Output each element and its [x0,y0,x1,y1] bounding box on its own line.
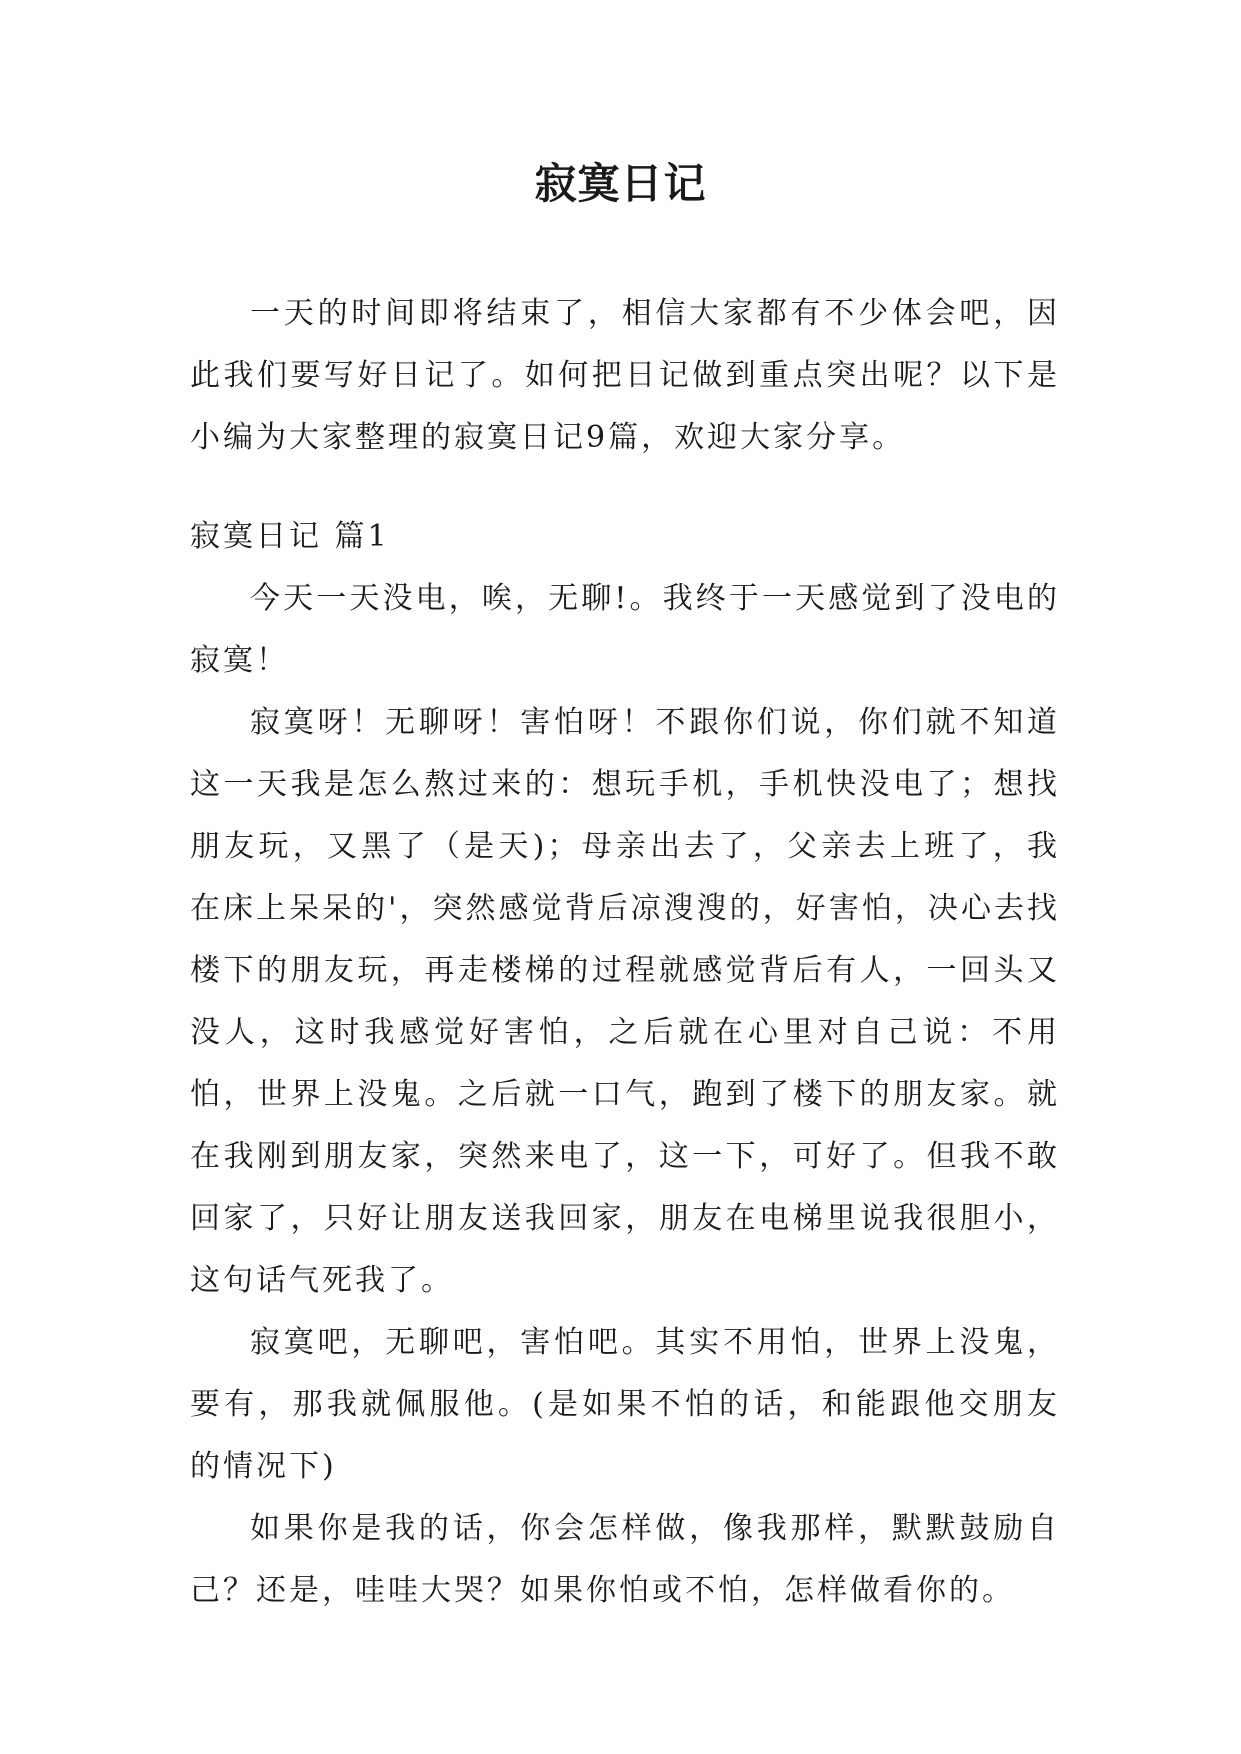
paragraph-3: 寂寞吧，无聊吧，害怕吧。其实不用怕，世界上没鬼，要有，那我就佩服他。(是如果不怕的话，和能跟他交朋友的情况下) [190,1325,1060,1484]
section-heading: 寂寞日记 篇1 [190,519,390,554]
document-title: 寂寞日记 [534,159,707,208]
paragraph-1: 今天一天没电，唉，无聊!。我终于一天感觉到了没电的寂寞！ [190,581,1060,678]
paragraph-4: 如果你是我的话，你会怎样做，像我那样，默默鼓励自己？还是，哇哇大哭？如果你怕或不怕，怎样做看你的。 [190,1511,1060,1608]
paragraph-2: 寂寞呀！无聊呀！害怕呀！不跟你们说，你们就不知道这一天我是怎么熬过来的：想玩手机，手机快没电了；想找朋友玩，又黑了（是天)；母亲出去了，父亲去上班了，我在床上呆呆的'，突然感觉背后凉溲溲的，好害怕，决心去找楼下的朋友玩，再走楼梯的过程就感觉背后有人，一回头又没人，这时我感觉好害怕，之后就在心里对自己说：不用怕，世界上没鬼。之后就一口气，跑到了楼下的朋友家。就在我刚到朋友家，突然来电了，这一下，可好了。但我不敢回家了，只好让朋友送我回家，朋友在电梯里说我很胆小，这句话气死我了。 [190,705,1060,1298]
document-body [190,283,1060,1622]
intro-paragraph: 一天的时间即将结束了，相信大家都有不少体会吧，因此我们要写好日记了。如何把日记做到重点突出呢？以下是小编为大家整理的寂寞日记9篇，欢迎大家分享。 [190,296,1060,455]
